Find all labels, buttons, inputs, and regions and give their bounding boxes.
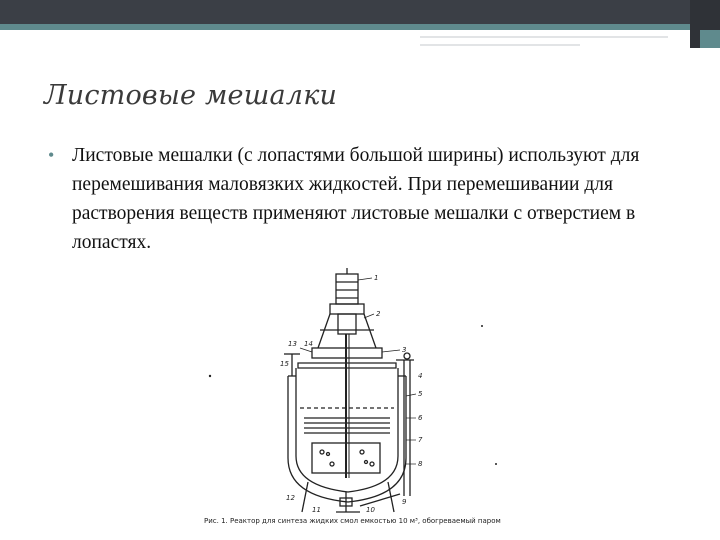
motor [336,274,358,304]
callout-6: 6 [418,414,423,422]
reactor-diagram [200,268,510,533]
callout-5: 5 [418,390,423,398]
callout-14: 14 [304,340,313,348]
callout-4: 4 [418,372,423,380]
callout-8: 8 [418,460,423,468]
callout-10: 10 [366,506,375,514]
callout-12: 12 [286,494,295,502]
bullet-text: Листовые мешалки (с лопастями большой ширины) используют для перемешивания маловязких жидкостей. При перемешивании для растворения веществ применяют листовые мешалки с отверстием в лопастях. [72,145,640,253]
corner-accent [700,30,720,48]
accent-line [420,36,668,38]
callout-1: 1 [374,274,379,282]
callout-9: 9 [402,498,407,506]
callout-13: 13 [288,340,297,348]
callout-11: 11 [312,506,321,514]
bullet-icon: • [48,145,55,165]
slide-title: Листовые мешалки [44,80,338,111]
accent-line [420,44,580,46]
callout-7: 7 [418,436,423,444]
callout-2: 2 [376,310,381,318]
gearbox [330,304,364,314]
figure-caption: Рис. 1. Реактор для синтеза жидких смол емкостью 10 м³, обогреваемый паром [204,517,501,525]
accent-stripe [0,24,720,30]
top-bar [0,0,720,24]
callout-3: 3 [402,346,407,354]
callout-15: 15 [280,360,289,368]
